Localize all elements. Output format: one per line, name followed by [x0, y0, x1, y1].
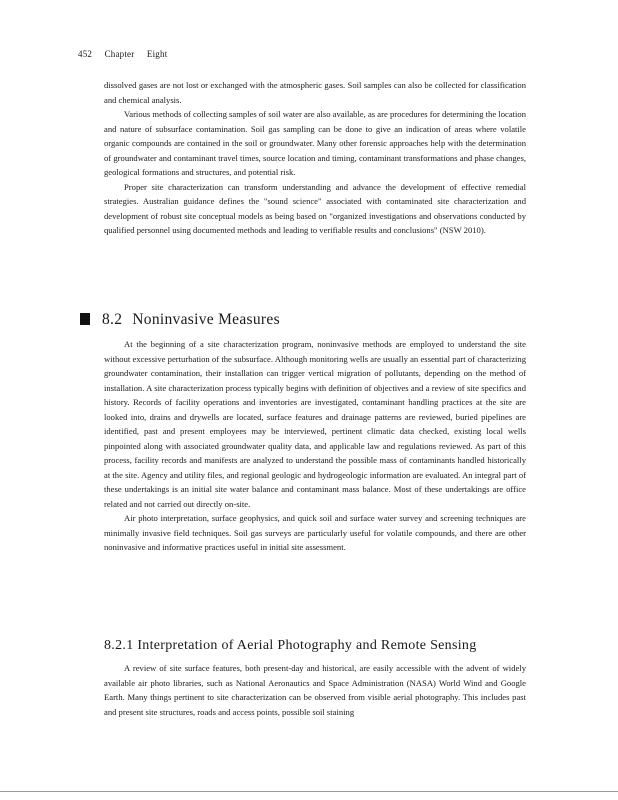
- paragraph: Various methods of collecting samples of soil water are also available, as are procedures for determining the location and nature of subsurface contamination. Soil gas sampling can be done to give an indication of areas where volatile organic compounds are contained in the soil or groundwater. Many other forensic approaches help with the determination of groundwater and contaminant travel times, source location and timing, contaminant transformations and phase changes, geological formations and structures, and potential risk.: [104, 109, 526, 177]
- paragraph: dissolved gases are not lost or exchanged with the atmospheric gases. Soil samples can also be collected for classification and chemical analysis.: [104, 80, 526, 105]
- intro-text-block: [104, 78, 526, 238]
- section-text-block: [104, 337, 526, 555]
- paragraph: At the beginning of a site characterization program, noninvasive methods are employed to understand the site without excessive perturbation of the subsurface. Although monitoring wells are usually an essential part of characterizing groundwater contamination, their installation can trigger vertical migration of pollutants, depending on the method of installation. A site characterization process typically begins with definition of objectives and a review of site specifics and history. Records of facility operations and inventories are investigated, contaminant handling practices at the site are looked into, drains and drywells are located, surface features and drainage patterns are reviewed, buried pipelines are identified, past and present employees may be interviewed, pertinent climatic data checked, existing local wells pinpointed along with associated groundwater quality data, and applicable law and regulations reviewed. As part of this process, facility records and manifests are analyzed to understand the possible mass of contaminants handled historically at the site. Agency and utility files, and regional geologic and hydrogeologic information are evaluated. An integral part of these undertakings is an initial site water balance and contaminant mass balance. Most of these undertakings are office related and not carried out directly on-site.: [104, 339, 526, 509]
- paragraph: A review of site surface features, both present-day and historical, are easily accessible with the advent of widely available air photo libraries, such as National Aeronautics and Space Administration (NASA) World Wind and Google Earth. Many things pertinent to site characterization can be observed from visible aerial photography. This includes past and present site structures, roads and access points, possible soil staining: [104, 663, 526, 717]
- subsection-text-block: [104, 661, 526, 719]
- subsection-title: Interpretation of Aerial Photography and Remote Sensing: [137, 638, 477, 653]
- paragraph: Air photo interpretation, surface geophysics, and quick soil and surface water survey and screening techniques are minimally invasive field techniques. Soil gas surveys are particularly useful for volatile compounds, and there are other noninvasive and informative practices useful in initial site assessment.: [104, 513, 526, 552]
- page-bottom-rule: [0, 791, 618, 792]
- section-marker-icon: [80, 313, 90, 325]
- paragraph: Proper site characterization can transform understanding and advance the development of effective remedial strategies. Australian guidance defines the "sound science" associated with contaminated site characterization and development of robust site conceptual models as being based on "organized investigations and observations conducted by qualified personnel using documented methods and leading to verifiable results and conclusions" (NSW 2010).: [104, 181, 526, 235]
- subsection-number: 8.2.1: [104, 638, 134, 653]
- section-number: 8.2: [102, 311, 123, 328]
- subsection-heading: [104, 638, 477, 654]
- chapter-label: Chapter: [104, 49, 135, 59]
- section-heading: [80, 311, 280, 329]
- chapter-number: Eight: [146, 49, 168, 59]
- section-title: Noninvasive Measures: [132, 311, 280, 328]
- page-number: 452: [78, 49, 93, 59]
- running-head: [78, 49, 177, 59]
